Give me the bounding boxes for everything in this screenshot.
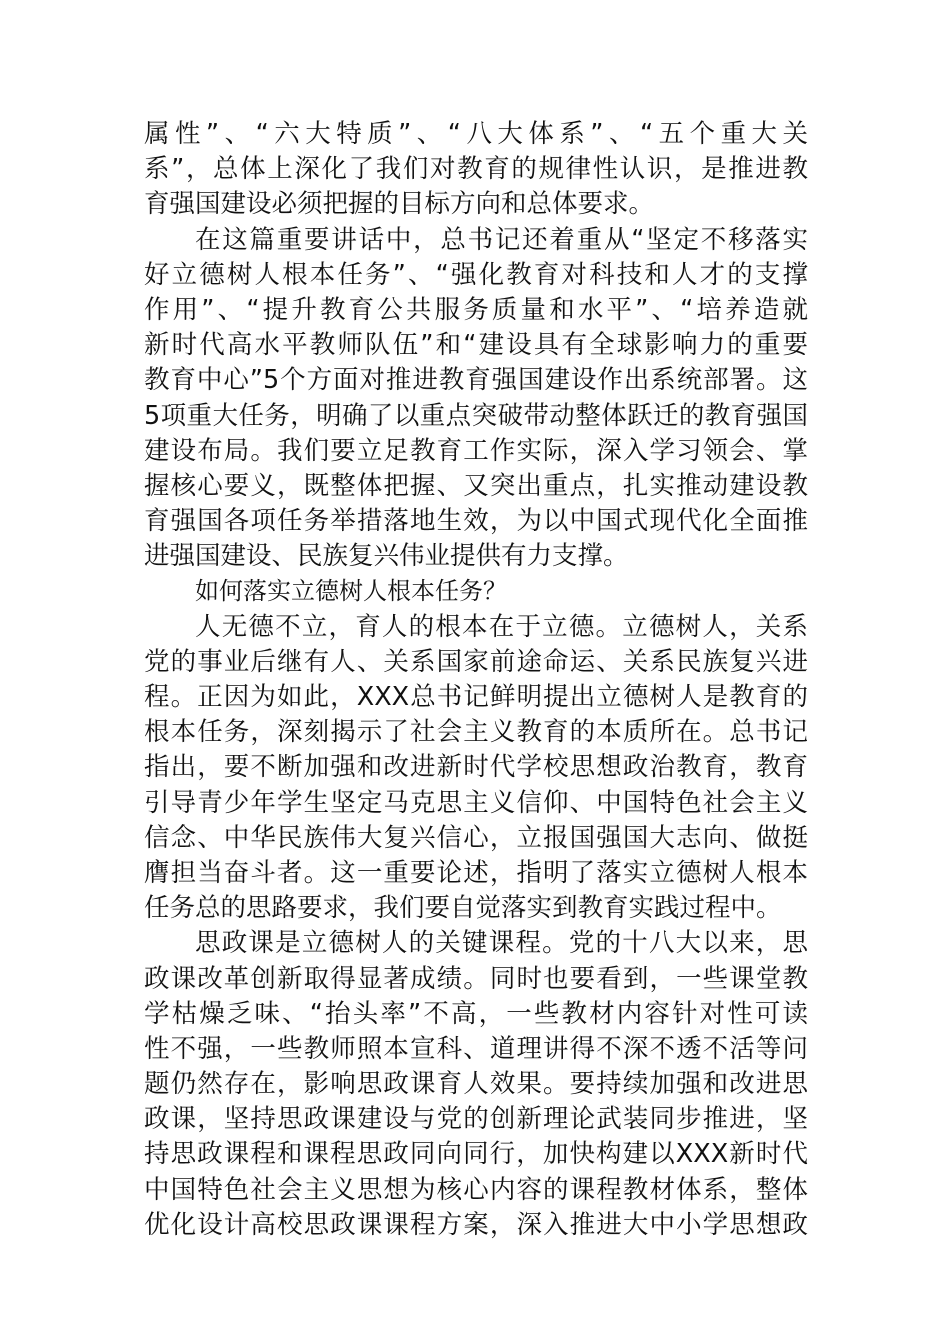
text-line: 程。正因为如此，XXX总书记鲜明提出立德树人是教育的 [144, 682, 808, 712]
text-line: 政课改革创新取得显著成绩。同时也要看到，一些课堂教 [144, 963, 808, 994]
text-line: 中国特色社会主义思想为核心内容的课程教材体系，整体 [144, 1174, 808, 1205]
text-line: 任务总的思路要求，我们要自觉落实到教育实践过程中。 [144, 893, 782, 924]
text-line: 进强国建设、民族复兴伟业提供有力支撑。 [144, 541, 629, 572]
text-line: 党的事业后继有人、关系国家前途命运、关系民族复兴进 [144, 646, 808, 677]
text-line: 作用”、“提升教育公共服务质量和水平”、“培养造就 [144, 294, 808, 325]
text-line: 属性”、“六大特质”、“八大体系”、“五个重大关 [144, 119, 808, 149]
text-line: 5项重大任务，明确了以重点突破带动整体跃迁的教育强国 [144, 400, 808, 431]
document-body [144, 117, 808, 1243]
text-line: 在这篇重要讲话中，总书记还着重从“坚定不移落实 [195, 224, 808, 255]
text-line: 系”，总体上深化了我们对教育的规律性认识，是推进教 [144, 154, 808, 185]
text-line: 信念、中华民族伟大复兴信心，立报国强国大志向、做挺 [144, 822, 808, 853]
text-line: 优化设计高校思政课课程方案，深入推进大中小学思想政 [144, 1209, 808, 1240]
text-line: 建设布局。我们要立足教育工作实际，深入学习领会、掌 [144, 435, 808, 466]
text-line: 握核心要义，既整体把握、又突出重点，扎实推动建设教 [144, 470, 808, 501]
text-line: 好立德树人根本任务”、“强化教育对科技和人才的支撑 [144, 259, 808, 290]
text-line: 题仍然存在，影响思政课育人效果。要持续加强和改进思 [144, 1069, 808, 1100]
text-line: 育强国各项任务举措落地生效，为以中国式现代化全面推 [144, 506, 808, 537]
text-line: 学枯燥乏味、“抬头率”不高，一些教材内容针对性可读 [144, 998, 808, 1029]
text-line: 教育中心”5个方面对推进教育强国建设作出系统部署。这 [144, 365, 808, 396]
section-heading: 如何落实立德树人根本任务？ [195, 577, 507, 606]
text-line: 引导青少年学生坚定马克思主义信仰、中国特色社会主义 [144, 787, 808, 818]
text-line: 膺担当奋斗者。这一重要论述，指明了落实立德树人根本 [144, 857, 808, 888]
text-line: 人无德不立，育人的根本在于立德。立德树人，关系 [195, 611, 808, 642]
text-line: 新时代高水平教师队伍”和“建设具有全球影响力的重要 [144, 330, 808, 361]
text-line: 思政课是立德树人的关键课程。党的十八大以来，思 [195, 928, 808, 959]
text-line: 育强国建设必须把握的目标方向和总体要求。 [144, 189, 655, 220]
text-line: 根本任务，深刻揭示了社会主义教育的本质所在。总书记 [144, 717, 808, 748]
text-line: 性不强，一些教师照本宣科、道理讲得不深不透不活等问 [144, 1033, 808, 1064]
text-line: 指出，要不断加强和改进新时代学校思想政治教育，教育 [144, 752, 808, 783]
text-line: 持思政课程和课程思政同向同行，加快构建以XXX新时代 [144, 1139, 808, 1170]
text-line: 政课，坚持思政课建设与党的创新理论武装同步推进，坚 [144, 1104, 808, 1135]
